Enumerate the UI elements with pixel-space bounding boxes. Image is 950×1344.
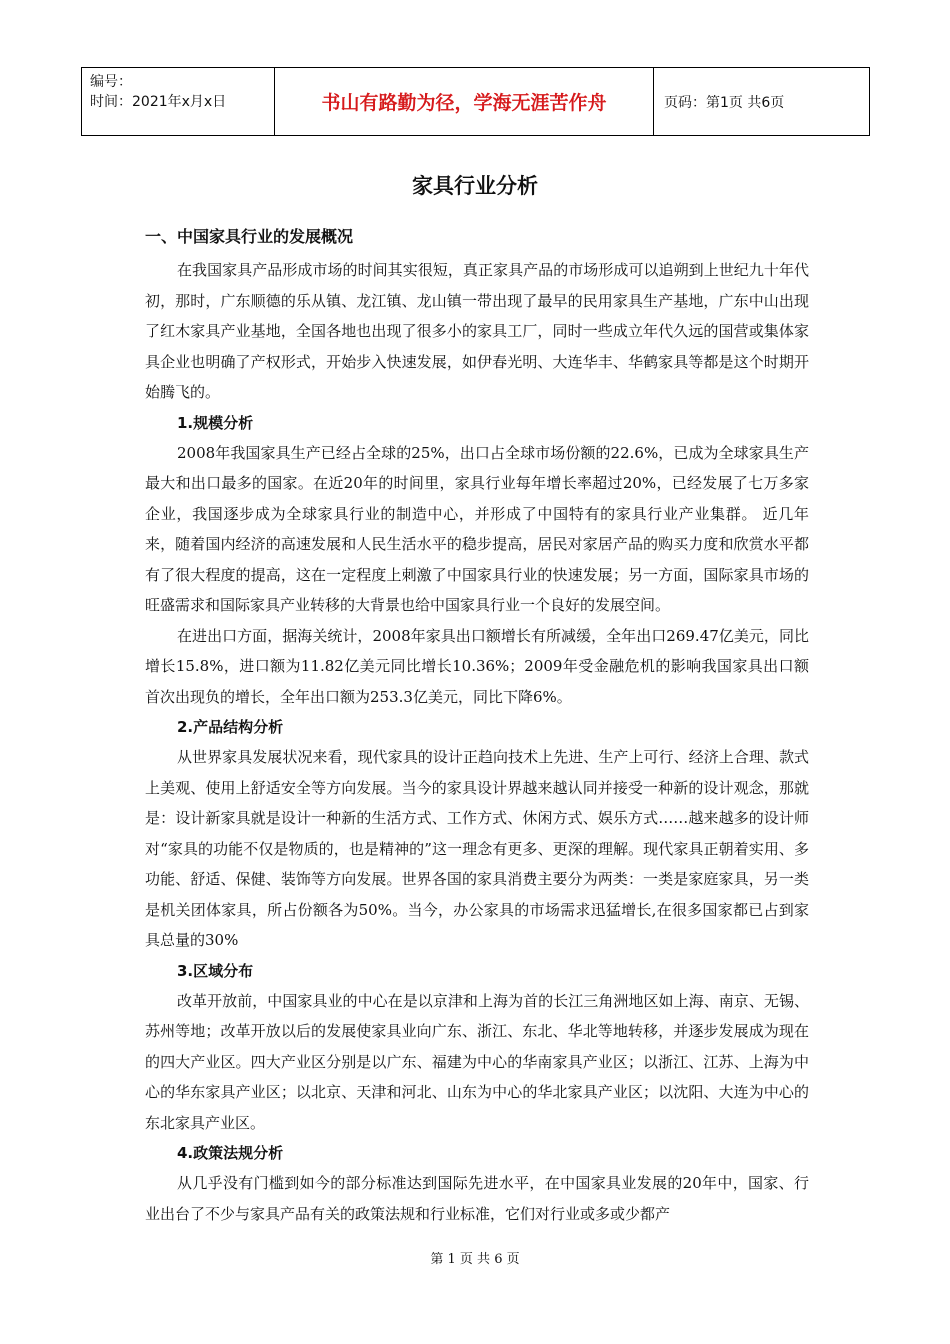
subsection-heading-policy: 4.政策法规分析 [177, 1144, 284, 1162]
region-paragraph: 改革开放前，中国家具业的中心在是以京津和上海为首的长江三角洲地区如上海、南京、无锡、苏州等地；改革开放以后的发展使家具业向广东、浙江、东北、华北等地转移，并逐步发展成为现在的四大产业区。四大产业区分别是以广东、福建为中心的华南家具产业区；以浙江、江苏、上海为中心的华东家具产业区；以北京、天津和河北、山东为中心的华北家具产业区；以沈阳、大连为中心的东北家具产业区。 [145, 991, 809, 1132]
subsection-heading-region: 3.区域分布 [177, 961, 254, 980]
header-left-cell [82, 68, 275, 135]
scale-paragraph-2: 在进出口方面，据海关统计，2008年家具出口额增长有所减缓，全年出口269.47亿美元，同比增长15.8%，进口额为11.82亿美元同比增长10.36%；2009年受金融危机的影响我国家具出口额首次出现负的增长，全年出口额为253.3亿美元，同比下降6%。 [145, 626, 809, 706]
scale-paragraph-1: 2008年我国家具生产已经占全球的25%，出口占全球市场份额的22.6%，已成为全球家具生产最大和出口最多的国家。在近20年的时间里，家具行业每年增长率超过20%，已经发展了七万多家企业，我国逐步成为全球家具行业的制造中心，并形成了中国特有的家具行业产业集群。 近几年来，随着国内经济的高速发展和人民生活水平的稳步提高，居民对家居产品的购买力度和欣赏水平都有了很大程度的提高，这在一定程度上刺激了中国家具行业的快速发展；另一方面，国际家具市场的旺盛需求和国际家具产业转移的大背景也给中国家具行业一个良好的发展空间。 [145, 443, 809, 614]
header-motto: 书山有路勤为径，学海无涯苦作舟 [275, 68, 654, 135]
subsection-heading-product: 2.产品结构分析 [177, 718, 284, 736]
number-label: 编号： [90, 74, 132, 90]
section-heading: 一、中国家具行业的发展概况 [145, 227, 354, 246]
document-body [145, 223, 809, 1229]
subsection-heading-scale: 1.规模分析 [177, 413, 254, 432]
page-footer: 第 1 页 共 6 页 [430, 1252, 520, 1267]
header-page-info: 页码：第1页 共6页 [664, 94, 785, 111]
time-label: 时间：2021年x月x日 [90, 94, 227, 110]
intro-paragraph: 在我国家具产品形成市场的时间其实很短，真正家具产品的市场形成可以追朔到上世纪九十年代初，那时，广东顺德的乐从镇、龙江镇、龙山镇一带出现了最早的民用家具生产基地，广东中山出现了红木家具产业基地，全国各地也出现了很多小的家具工厂，同时一些成立年代久远的国营或集体家具企业也明确了产权形式，开始步入快速发展，如伊春光明、大连华丰、华鹤家具等都是这个时期开始腾飞的。 [145, 261, 809, 401]
document-title: 家具行业分析 [412, 174, 538, 198]
product-paragraph: 从世界家具发展状况来看，现代家具的设计正趋向技术上先进、生产上可行、经济上合理、款式上美观、使用上舒适安全等方向发展。当今的家具设计界越来越认同并接受一种新的设计观念，那就是：设计新家具就是设计一种新的生活方式、工作方式、休闲方式、娱乐方式……越来越多的设计师对“家具的功能不仅是物质的，也是精神的”这一理念有更多、更深的理解。现代家具正朝着实用、多功能、舒适、保健、装饰等方向发展。世界各国的家具消费主要分为两类：一类是家庭家具，另一类是机关团体家具，所占份额各为50%。当今，办公家具的市场需求迅猛增长,在很多国家都已占到家具总量的30% [145, 748, 809, 949]
policy-paragraph: 从几乎没有门槛到如今的部分标准达到国际先进水平，在中国家具业发展的20年中，国家、行业出台了不少与家具产品有关的政策法规和行业标准，它们对行业或多或少都产 [145, 1174, 809, 1223]
header-table [81, 67, 870, 136]
